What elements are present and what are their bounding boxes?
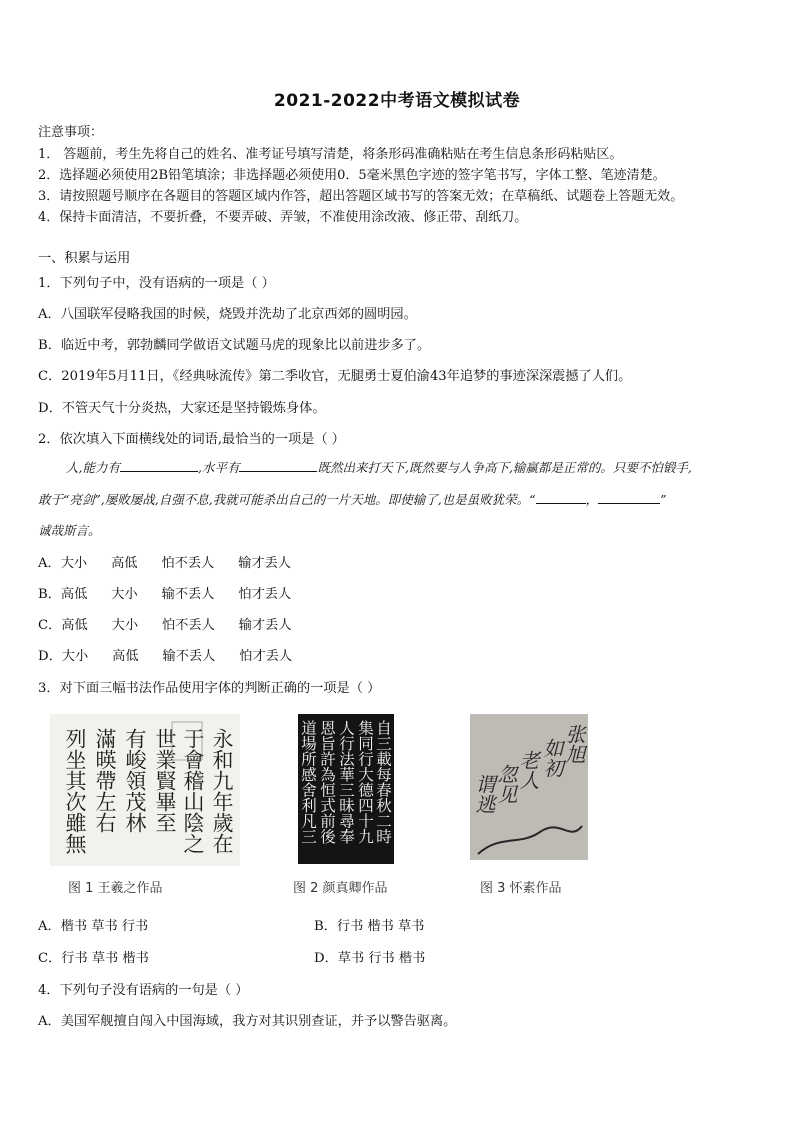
- q2-option-c: [38, 614, 316, 633]
- calligraphy-column: 人行法華三昧尋奉: [337, 720, 355, 844]
- calligraphy-figures: [38, 714, 598, 904]
- option-word: 高低: [111, 556, 138, 571]
- passage-text-2b: ，: [585, 492, 599, 507]
- calligraphy-column: 集同行大德四十九: [356, 720, 374, 844]
- calligraphy-column: 恩旨許為恒式前後: [318, 720, 336, 844]
- calligraphy-column: 如初: [540, 738, 564, 778]
- option-word: 输不丢人: [161, 587, 215, 602]
- huai-su-cursive: [470, 714, 588, 860]
- figure-1-caption: 图 1 王羲之作品: [68, 881, 163, 896]
- calligraphy-column: 列坐其次雖無: [63, 728, 87, 854]
- option-letter: C．: [38, 618, 62, 633]
- option-word: 高低: [61, 618, 88, 633]
- option-word: 输不丢人: [162, 649, 216, 664]
- q2-option-b: [38, 583, 315, 602]
- calligraphy-column: 世業賢畢至: [153, 728, 177, 833]
- q1-option-b: B．临近中考，郭勃麟同学做语文试题马虎的现象比以前进步多了。: [38, 338, 431, 353]
- q1-stem: 1．下列句子中，没有语病的一项是（ ）: [38, 276, 275, 291]
- wang-xizhi-calligraphy: [50, 714, 240, 866]
- q1-option-a: A．八国联军侵略我国的时候，烧毁并洗劫了北京西郊的圆明园。: [38, 307, 417, 322]
- calligraphy-column: 张旭: [562, 724, 586, 764]
- q2-option-d: [38, 645, 316, 664]
- calligraphy-column: 于會稽山陰之: [181, 728, 205, 854]
- calligraphy-column: 自三載每春秋二時: [374, 720, 392, 844]
- q3-option-b: B．行书 楷书 草书: [314, 919, 425, 934]
- q2-option-a: [38, 552, 315, 571]
- notice-item-4: 4．保持卡面清洁，不要折叠，不要弄破、弄皱，不准使用涂改液、修正带、刮纸刀。: [38, 210, 528, 225]
- figure-3-image: [470, 714, 588, 860]
- calligraphy-column: 道場所感舍利凡三: [299, 720, 317, 844]
- q4-option-a: A．美国军舰擅自闯入中国海域，我方对其识别查证，并予以警告驱离。: [38, 1014, 457, 1029]
- notice-item-1: 1． 答题前，考生先将自己的姓名、准考证号填写清楚，将条形码准确粘贴在考生信息条形码粘贴区。: [38, 147, 623, 162]
- calligraphy-column: 谓逃: [472, 774, 496, 814]
- option-word: 大小: [61, 649, 89, 664]
- option-letter: A．: [38, 556, 61, 571]
- q4-stem: 4．下列句子没有语病的一句是（ ）: [38, 983, 249, 998]
- q3-option-c: C．行书 草书 楷书: [38, 951, 149, 966]
- option-word: 输才丢人: [238, 618, 292, 633]
- notice-heading: 注意事项：: [38, 125, 104, 140]
- option-word: 怕不丢人: [162, 618, 215, 633]
- q3-option-a: A．楷书 草书 行书: [38, 919, 149, 934]
- q3-stem: 3．对下面三幅书法作品使用字体的判断正确的一项是（ ）: [38, 681, 381, 696]
- option-word: 怕才丢人: [238, 587, 292, 602]
- q1-option-c: C．2019年5月11日，《经典咏流传》第二季收官，无腿勇士夏伯渝43年追梦的事迹深深震撼了人们。: [38, 369, 632, 384]
- blank-2: [239, 459, 317, 472]
- calligraphy-column: 滿暎帶左右: [93, 728, 117, 833]
- yan-zhenqing-rubbing: [298, 714, 394, 864]
- blank-3: [536, 491, 586, 504]
- passage-text-1b: ,水平有: [197, 460, 240, 475]
- option-word: 大小: [111, 618, 139, 633]
- figure-2-caption: 图 2 颜真卿作品: [293, 881, 388, 896]
- passage-text-3: 诚哉斯言。: [38, 523, 101, 538]
- calligraphy-column: 忽见: [494, 764, 518, 804]
- figure-1-image: [50, 714, 240, 866]
- passage-text-2a: 敢于“亮剑”,屡败屡战,自强不息,我就可能杀出自己的一片天地。即使输了,也是虽败犹荣。“: [38, 492, 536, 507]
- figure-3-caption: 图 3 怀素作品: [480, 881, 562, 896]
- page-title: 2021-2022中考语文模拟试卷: [273, 91, 521, 111]
- figure-2-image: [298, 714, 394, 864]
- option-word: 输才丢人: [238, 556, 291, 571]
- passage-text-1c: 既然出来打天下,既然要与人争高下,输赢都是正常的。只要不怕锻手,: [317, 460, 692, 475]
- blank-4: [598, 491, 660, 504]
- calligraphy-column: 老人: [516, 750, 540, 790]
- notice-item-3: 3．请按照题号顺序在各题目的答题区域内作答，超出答题区域书写的答案无效；在草稿纸、试题卷上答题无效。: [38, 189, 684, 204]
- passage-text-2c: ”: [660, 492, 667, 507]
- q3-option-d: D．草书 行书 楷书: [314, 951, 426, 966]
- option-word: 大小: [60, 556, 88, 571]
- option-word: 大小: [111, 587, 138, 602]
- calligraphy-column: 永和九年歲在: [210, 728, 234, 854]
- option-letter: D．: [38, 649, 62, 664]
- section-heading: 一、积累与运用: [38, 251, 131, 266]
- calligraphy-column: 有峻領茂林: [123, 728, 147, 833]
- option-word: 高低: [60, 587, 88, 602]
- passage-text-1a: 人,能力有: [66, 460, 120, 475]
- q1-option-d: D．不管天气十分炎热，大家还是坚持锻炼身体。: [38, 401, 326, 416]
- option-word: 高低: [112, 649, 139, 664]
- q2-stem: 2．依次填入下面横线处的词语,最恰当的一项是（ ）: [38, 432, 345, 447]
- option-word: 怕不丢人: [161, 556, 215, 571]
- notice-item-2: 2．选择题必须使用2B铅笔填涂；非选择题必须使用0．5毫米黑色字迹的签字笔书写，字体工整、笔迹清楚。: [38, 168, 666, 183]
- option-word: 怕才丢人: [239, 649, 293, 664]
- option-letter: B．: [38, 587, 61, 602]
- blank-1: [120, 459, 198, 472]
